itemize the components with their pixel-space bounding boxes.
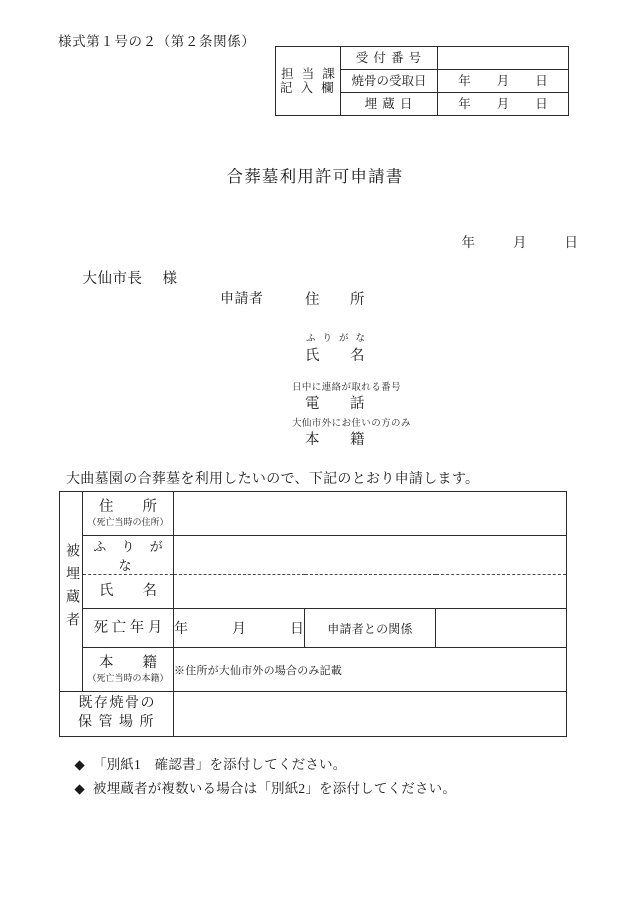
applicant-phone-note: 日中に連絡が取れる番号: [292, 383, 401, 393]
deceased-registry-value[interactable]: [174, 648, 567, 692]
receipt-number-label: 受 付 番 号: [341, 47, 438, 70]
table-row-furigana: [60, 536, 567, 575]
receipt-number-value[interactable]: [438, 47, 569, 70]
submission-month-label: 月: [513, 235, 527, 250]
deceased-vertical-label-text: 被埋蔵者: [64, 543, 79, 635]
diamond-bullet-icon: ◆: [74, 757, 85, 772]
deceased-name-value[interactable]: [174, 575, 567, 609]
death-day-label: 日: [290, 622, 304, 637]
deceased-furigana-label: ふ り が な: [83, 536, 174, 575]
applicant-address-label: 住 所: [305, 292, 365, 308]
deceased-furigana-value[interactable]: [174, 536, 567, 575]
deceased-name-label-main: 氏 名: [99, 583, 157, 600]
applicant-label: 申請者: [220, 292, 264, 307]
ash-receipt-month: 月: [496, 73, 510, 88]
deceased-vertical-label: [60, 492, 83, 692]
diamond-bullet-icon: ◆: [74, 781, 85, 796]
footer-note-2: [60, 761, 456, 813]
burial-day: 日: [535, 96, 548, 111]
ash-receipt-year: 年: [458, 73, 471, 88]
deceased-death-date-value[interactable]: [174, 609, 305, 648]
footer-note-1-text: 「別紙1 確認書」を添付してください。: [92, 757, 347, 772]
deceased-registry-label-sub: （死亡当時の本籍）: [87, 673, 169, 684]
ash-receipt-day: 日: [535, 73, 548, 88]
ash-receipt-date-value[interactable]: [438, 70, 569, 93]
table-row-address: [60, 492, 567, 536]
relation-label: 申請者との関係: [305, 609, 436, 648]
storage-location-label: [60, 692, 174, 737]
table-row-registry: [60, 648, 567, 692]
deceased-address-label: [83, 492, 174, 536]
office-section-label-line1: 担 当 課: [281, 66, 338, 81]
submission-day-label: 日: [564, 235, 578, 250]
relation-value[interactable]: [436, 609, 567, 648]
burial-date-value[interactable]: [438, 93, 569, 116]
burial-month: 月: [496, 96, 510, 111]
application-statement: 大曲墓園の合葬墓を利用したいので、下記のとおり申請します。: [66, 472, 480, 487]
storage-location-value[interactable]: [174, 692, 567, 737]
applicant-registry-note: 大仙市外にお住いの方のみ: [292, 419, 411, 429]
deceased-address-label-main: 住 所: [99, 499, 157, 516]
deceased-address-value[interactable]: [174, 492, 567, 536]
deceased-death-date-label: [83, 609, 174, 648]
applicant-registry-label: 本 籍: [305, 432, 365, 448]
footer-note-2-text: 被埋蔵者が複数いる場合は「別紙2」を添付してください。: [92, 781, 457, 796]
office-section-label: [276, 47, 341, 116]
office-section-label-line2: 記 入 欄: [279, 81, 337, 95]
addressee-honorific: 様: [162, 271, 178, 287]
deceased-name-label: [83, 575, 174, 609]
death-month-label: 月: [232, 622, 246, 637]
form-number: 様式第１号の２（第２条関係）: [58, 34, 256, 49]
applicant-name-label: 氏 名: [305, 348, 365, 364]
submission-date-line[interactable]: [448, 215, 578, 267]
applicant-furigana-label: ふりがな: [306, 334, 373, 344]
ash-receipt-date-label: 焼骨の受取日: [341, 70, 438, 93]
table-row-death-date: [60, 609, 567, 648]
addressee-name: 大仙市長: [82, 271, 143, 287]
office-use-table: [275, 46, 569, 116]
deceased-address-label-sub: （死亡当時の住所）: [87, 517, 169, 528]
registry-note-text: ※住所が大仙市外の場合のみ記載: [174, 664, 342, 677]
office-table-row-receipt-number: [276, 47, 569, 70]
burial-date-label: 埋 蔵 日: [341, 93, 438, 116]
storage-location-label-line1: 既存焼骨の: [78, 696, 156, 712]
storage-location-label-line2: 保 管 場 所: [78, 715, 155, 730]
submission-year-label: 年: [461, 235, 475, 250]
deceased-registry-label-main: 本 籍: [99, 655, 157, 672]
table-row-storage-location: [60, 692, 567, 737]
applicant-phone-label: 電 話: [305, 396, 365, 412]
deceased-death-date-label-main: 死 亡 年 月: [93, 619, 163, 636]
deceased-registry-label: [83, 648, 174, 692]
addressee: [66, 250, 178, 305]
table-row-name: [60, 575, 567, 609]
death-year-label: 年: [174, 622, 188, 637]
document-title: 合葬墓利用許可申請書: [226, 167, 404, 186]
deceased-info-table: [59, 491, 567, 737]
burial-year: 年: [458, 96, 471, 111]
